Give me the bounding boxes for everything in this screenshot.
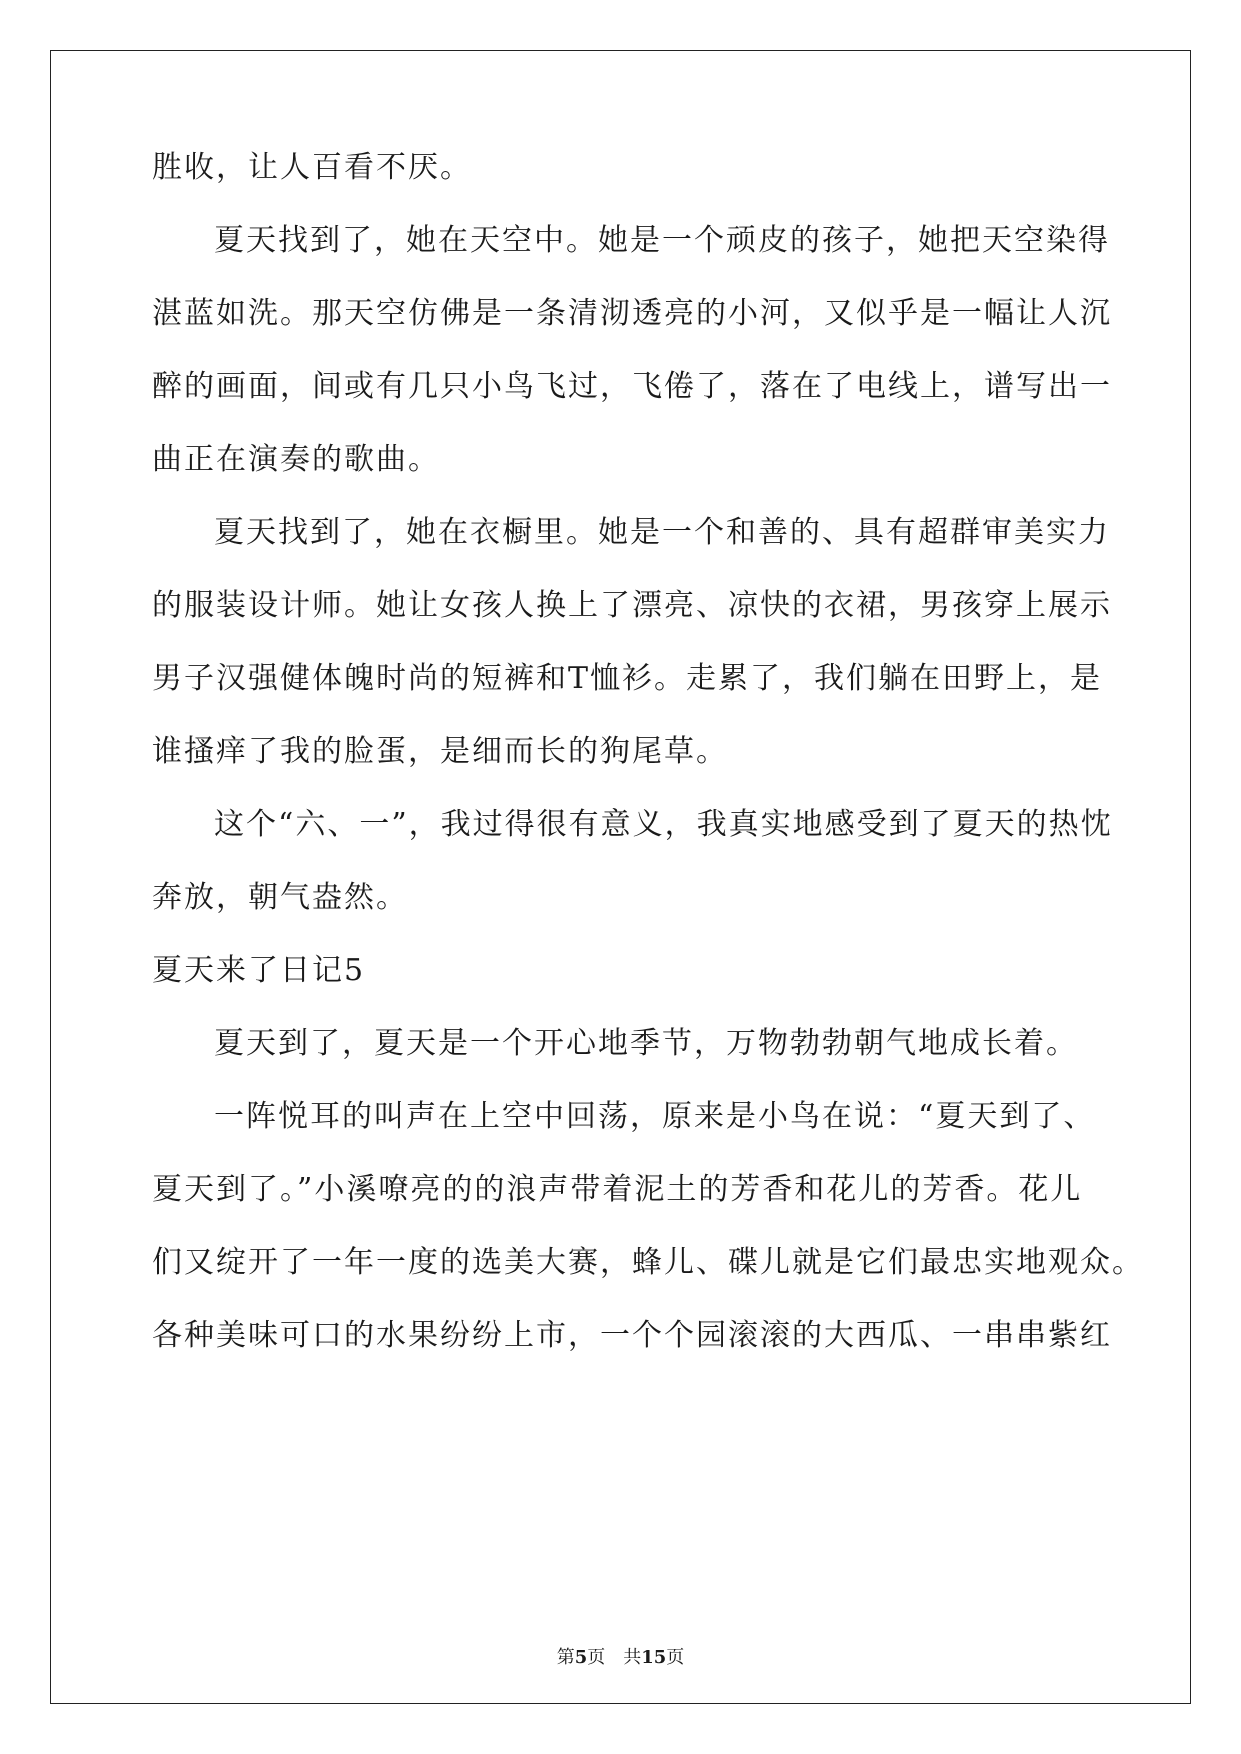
paragraph-start: 夏天找到了，她在衣橱里。她是一个和善的、具有超群审美实力 xyxy=(214,515,1110,550)
text-line: 男子汉强健体魄时尚的短裤和T恤衫。走累了，我们躺在田野上，是 xyxy=(152,661,1103,696)
paragraph-start: 夏天到了，夏天是一个开心地季节，万物勃勃朝气地成长着。 xyxy=(214,1026,1078,1061)
text-line: 夏天到了。”小溪嘹亮的的浪声带着泥土的芳香和花儿的芳香。花儿 xyxy=(152,1172,1083,1207)
text-line: 湛蓝如洗。那天空仿佛是一条清沏透亮的小河，又似乎是一幅让人沉 xyxy=(152,296,1112,331)
paragraph-start: 一阵悦耳的叫声在上空中回荡，原来是小鸟在说：“夏天到了、 xyxy=(214,1099,1096,1134)
text-line: 谁搔痒了我的脸蛋，是细而长的狗尾草。 xyxy=(152,734,728,769)
text-line: 的服装设计师。她让女孩人换上了漂亮、凉快的衣裙，男孩穿上展示 xyxy=(152,588,1112,623)
total-page-number: 15 xyxy=(641,1647,667,1668)
footer-middle: 页 共 xyxy=(587,1647,642,1668)
paragraph-start: 这个“六、一”，我过得很有意义，我真实地感受到了夏天的热忱 xyxy=(214,807,1113,842)
footer-suffix: 页 xyxy=(666,1647,685,1668)
current-page-number: 5 xyxy=(574,1647,588,1668)
text-line: 曲正在演奏的歌曲。 xyxy=(152,442,440,477)
page-footer xyxy=(0,1647,1241,1669)
paragraph-start: 夏天找到了，她在天空中。她是一个顽皮的孩子，她把天空染得 xyxy=(214,223,1110,258)
footer-prefix: 第 xyxy=(556,1647,575,1668)
text-line: 各种美味可口的水果纷纷上市，一个个园滚滚的大西瓜、一串串紫红 xyxy=(152,1318,1112,1353)
text-line: 们又绽开了一年一度的选美大赛，蜂儿、碟儿就是它们最忠实地观众。 xyxy=(152,1245,1144,1280)
text-line: 胜收，让人百看不厌。 xyxy=(152,150,472,185)
text-line: 奔放，朝气盎然。 xyxy=(152,880,408,915)
section-heading: 夏天来了日记5 xyxy=(152,953,366,988)
text-line: 醉的画面，间或有几只小鸟飞过，飞倦了，落在了电线上，谱写出一 xyxy=(152,369,1112,404)
